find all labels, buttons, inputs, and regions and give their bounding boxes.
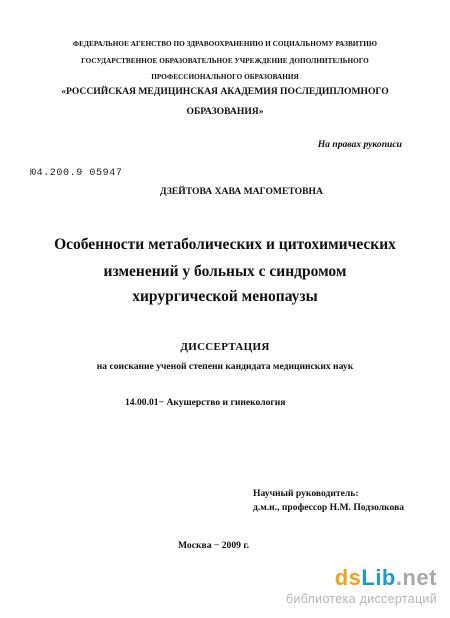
title-line-2: изменений у больных с синдромом bbox=[103, 263, 347, 280]
author-name: ДЗЕЙТОВА ХАВА МАГОМЕТОВНА bbox=[160, 186, 323, 197]
manuscript-rights: На правах рукописи bbox=[317, 139, 402, 150]
watermark-subtitle: библиотека диссертаций bbox=[285, 592, 437, 606]
education-line: ПРОФЕССИОНАЛЬНОГО ОБРАЗОВАНИЯ bbox=[151, 73, 299, 81]
logo-ds: ds bbox=[334, 565, 362, 590]
dslib-watermark bbox=[240, 565, 440, 613]
supervisor-label: Научный руководитель: bbox=[253, 488, 359, 499]
logo-net: .net bbox=[395, 565, 437, 590]
logo-lib: Lib bbox=[361, 565, 396, 590]
place-year: Москва − 2009 г. bbox=[178, 540, 250, 551]
institution-line: ГОСУДАРСТВЕННОЕ ОБРАЗОВАТЕЛЬНОЕ УЧРЕЖДЕНИЕ ДОПОЛНИТЕЛЬНОГО bbox=[81, 57, 369, 65]
title-line-3: хирургической менопаузы bbox=[132, 288, 318, 305]
registration-number: Ю4.200.9 05947 bbox=[30, 168, 123, 179]
document-type: ДИССЕРТАЦИЯ bbox=[180, 341, 270, 353]
dslib-logo bbox=[335, 565, 437, 591]
degree-line: на соискание ученой степени кандидата медицинских наук bbox=[96, 361, 354, 372]
title-line-1: Особенности метаболических и цитохимических bbox=[54, 236, 396, 253]
specialty-line: 14.00.01− Акушерство и гинекология bbox=[125, 397, 286, 408]
supervisor-name: д.м.н., профессор Н.М. Подзолкова bbox=[253, 502, 405, 513]
academy-line-1: «РОССИЙСКАЯ МЕДИЦИНСКАЯ АКАДЕМИЯ ПОСЛЕДИПЛОМНОГО bbox=[61, 86, 389, 97]
agency-line: ФЕДЕРАЛЬНОЕ АГЕНСТВО ПО ЗДРАВООХРАНЕНИЮ И СОЦИАЛЬНОМУ РАЗВИТИЮ bbox=[72, 40, 378, 48]
academy-line-2: ОБРАЗОВАНИЯ» bbox=[186, 106, 264, 117]
